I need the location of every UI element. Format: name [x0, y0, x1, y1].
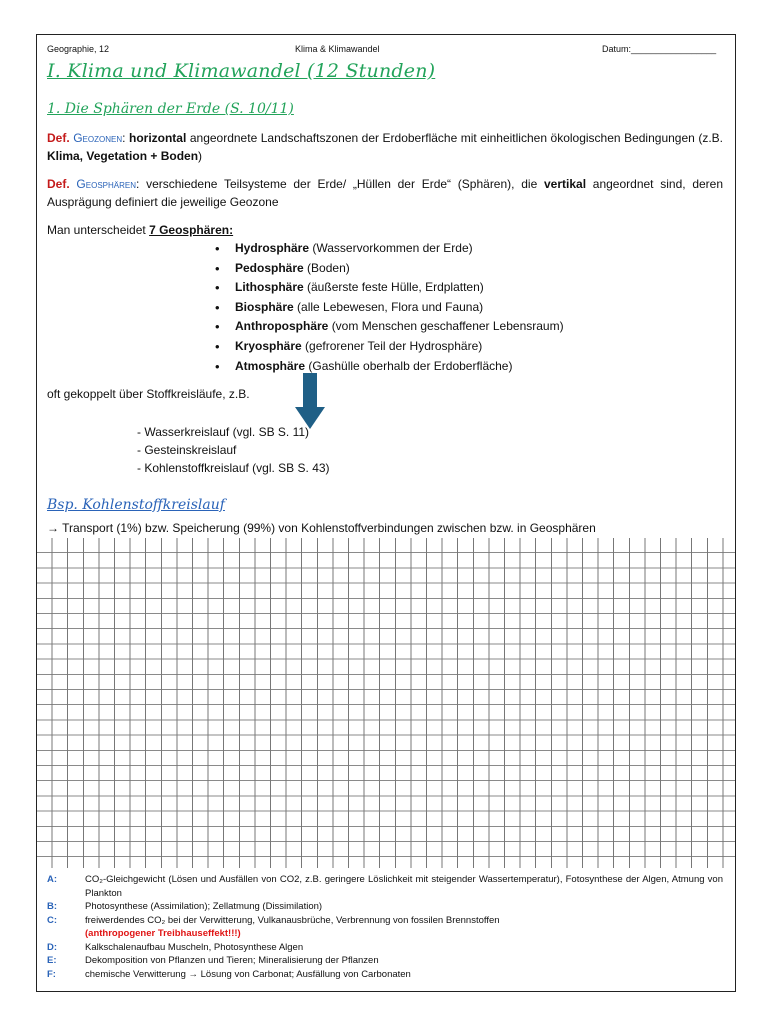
list-item [215, 337, 564, 357]
cycles-list [137, 423, 330, 477]
header-subject: Geographie, 12 [47, 44, 110, 54]
definition-geozonen [47, 129, 723, 165]
page-title: I. Klima und Klimawandel (12 Stunden) [47, 60, 436, 82]
def-text: angeordnet sind, deren Ausprägung definiert die jeweilige Geozone [47, 177, 724, 209]
intro-text: Man unterscheidet [47, 223, 146, 237]
list-item [215, 357, 564, 377]
legend-key: C: [47, 914, 58, 926]
legend-key: E: [47, 955, 57, 966]
term-geozonen: Geozonen [73, 131, 123, 145]
legend-text: Kalkschalenaufbau Muscheln, Photosynthese Algen [85, 941, 304, 953]
def-text: angeordnete Landschaftszonen der Erdoberfläche mit einheitlichen ökologischen Bedingungen (z.B. [189, 131, 724, 145]
def-bold: horizontal [128, 131, 187, 145]
sphere-name: Biosphäre [235, 299, 294, 314]
sphere-name: Kryosphäre [235, 338, 302, 353]
legend [47, 873, 723, 981]
example-heading: Bsp. Kohlenstoffkreislauf [47, 497, 225, 513]
sphere-desc: (Boden) [307, 260, 350, 275]
def-bold: vertikal [544, 177, 587, 191]
list-item [215, 239, 564, 259]
list-item [215, 259, 564, 279]
spheres-list [215, 239, 564, 376]
legend-text: chemische Verwitterung → Lösung von Carbonat; Ausfällung von Carbonaten [85, 968, 411, 980]
legend-row [47, 914, 723, 941]
legend-text: CO₂-Gleichgewicht (Lösen und Ausfällen von CO2, z.B. geringere Löslichkeit mit steigender Wassertemperatur), Fotosynthese der Algen, Atmung von Plankton [85, 874, 723, 899]
header-date: Datum:_________________ [602, 44, 717, 54]
legend-text-part: freiwerdendes CO₂ bei der Verwitterung, Vulkanausbrüche, Verbrennung von fossilen Brennstoffen [85, 914, 500, 926]
sphere-name: Hydrosphäre [235, 241, 310, 255]
legend-text: Dekomposition von Pflanzen und Tieren; Mineralisierung der Pflanzen [85, 955, 379, 966]
def-text: : verschiedene Teilsysteme der Erde/ „Hüllen der Erde“ (Sphären), die [136, 177, 538, 191]
legend-row [47, 941, 723, 955]
legend-text [85, 914, 723, 941]
sphere-name: Pedosphäre [235, 260, 304, 275]
def-label: Def. [47, 177, 70, 191]
def-text: ) [198, 149, 203, 163]
sphere-desc: (vom Menschen geschaffener Lebensraum) [331, 319, 564, 334]
list-item [215, 317, 564, 337]
definition-geosphaeren [47, 175, 723, 211]
sphere-desc: (äußerste feste Hülle, Erdplatten) [307, 280, 484, 295]
coupled-text: oft gekoppelt über Stoffkreisläufe, z.B. [47, 387, 250, 401]
sphere-desc: (Wasservorkommen der Erde) [312, 241, 473, 255]
list-item: - Gesteinskreislauf [137, 443, 237, 457]
legend-key: B: [47, 901, 58, 912]
sphere-name: Anthroposphäre [235, 319, 329, 334]
header-topic: Klima & Klimawandel [295, 44, 380, 54]
legend-key: F: [47, 968, 56, 980]
term-geosphaeren: Geosphären [76, 177, 136, 191]
legend-row [47, 968, 723, 982]
section-heading: 1. Die Sphären der Erde (S. 10/11) [47, 101, 294, 117]
legend-row [47, 873, 723, 900]
list-item [215, 278, 564, 298]
legend-text: Photosynthese (Assimilation); Zellatmung (Dissimilation) [85, 901, 323, 912]
sphere-name: Atmosphäre [235, 358, 306, 373]
drawing-grid[interactable] [37, 538, 735, 868]
sphere-name: Lithosphäre [235, 280, 304, 295]
legend-highlight: (anthropogener Treibhauseffekt!!!) [85, 928, 241, 939]
sphere-desc: (gefrorener Teil der Hydrosphäre) [305, 338, 483, 353]
legend-row [47, 900, 723, 914]
legend-key: D: [47, 941, 58, 953]
def-colon: : [122, 131, 126, 145]
transport-text: → Transport (1%) bzw. Speicherung (99%) von Kohlenstoffverbindungen zwischen bzw. in Geosphären [47, 521, 596, 535]
list-item [215, 298, 564, 318]
sphere-desc: (Gashülle oberhalb der Erdoberfläche) [308, 358, 513, 373]
list-item: - Kohlenstoffkreislauf (vgl. SB S. 43) [137, 461, 330, 475]
legend-row [47, 954, 723, 968]
spheres-intro [47, 223, 233, 237]
list-item: - Wasserkreislauf (vgl. SB S. 11) [137, 425, 310, 439]
legend-key: A: [47, 874, 58, 885]
def-label: Def. [47, 131, 70, 145]
worksheet-page [36, 34, 736, 992]
sphere-desc: (alle Lebewesen, Flora und Fauna) [297, 299, 484, 314]
intro-count: 7 Geosphären: [149, 223, 234, 237]
def-bold: Klima, Vegetation + Boden [47, 149, 199, 163]
